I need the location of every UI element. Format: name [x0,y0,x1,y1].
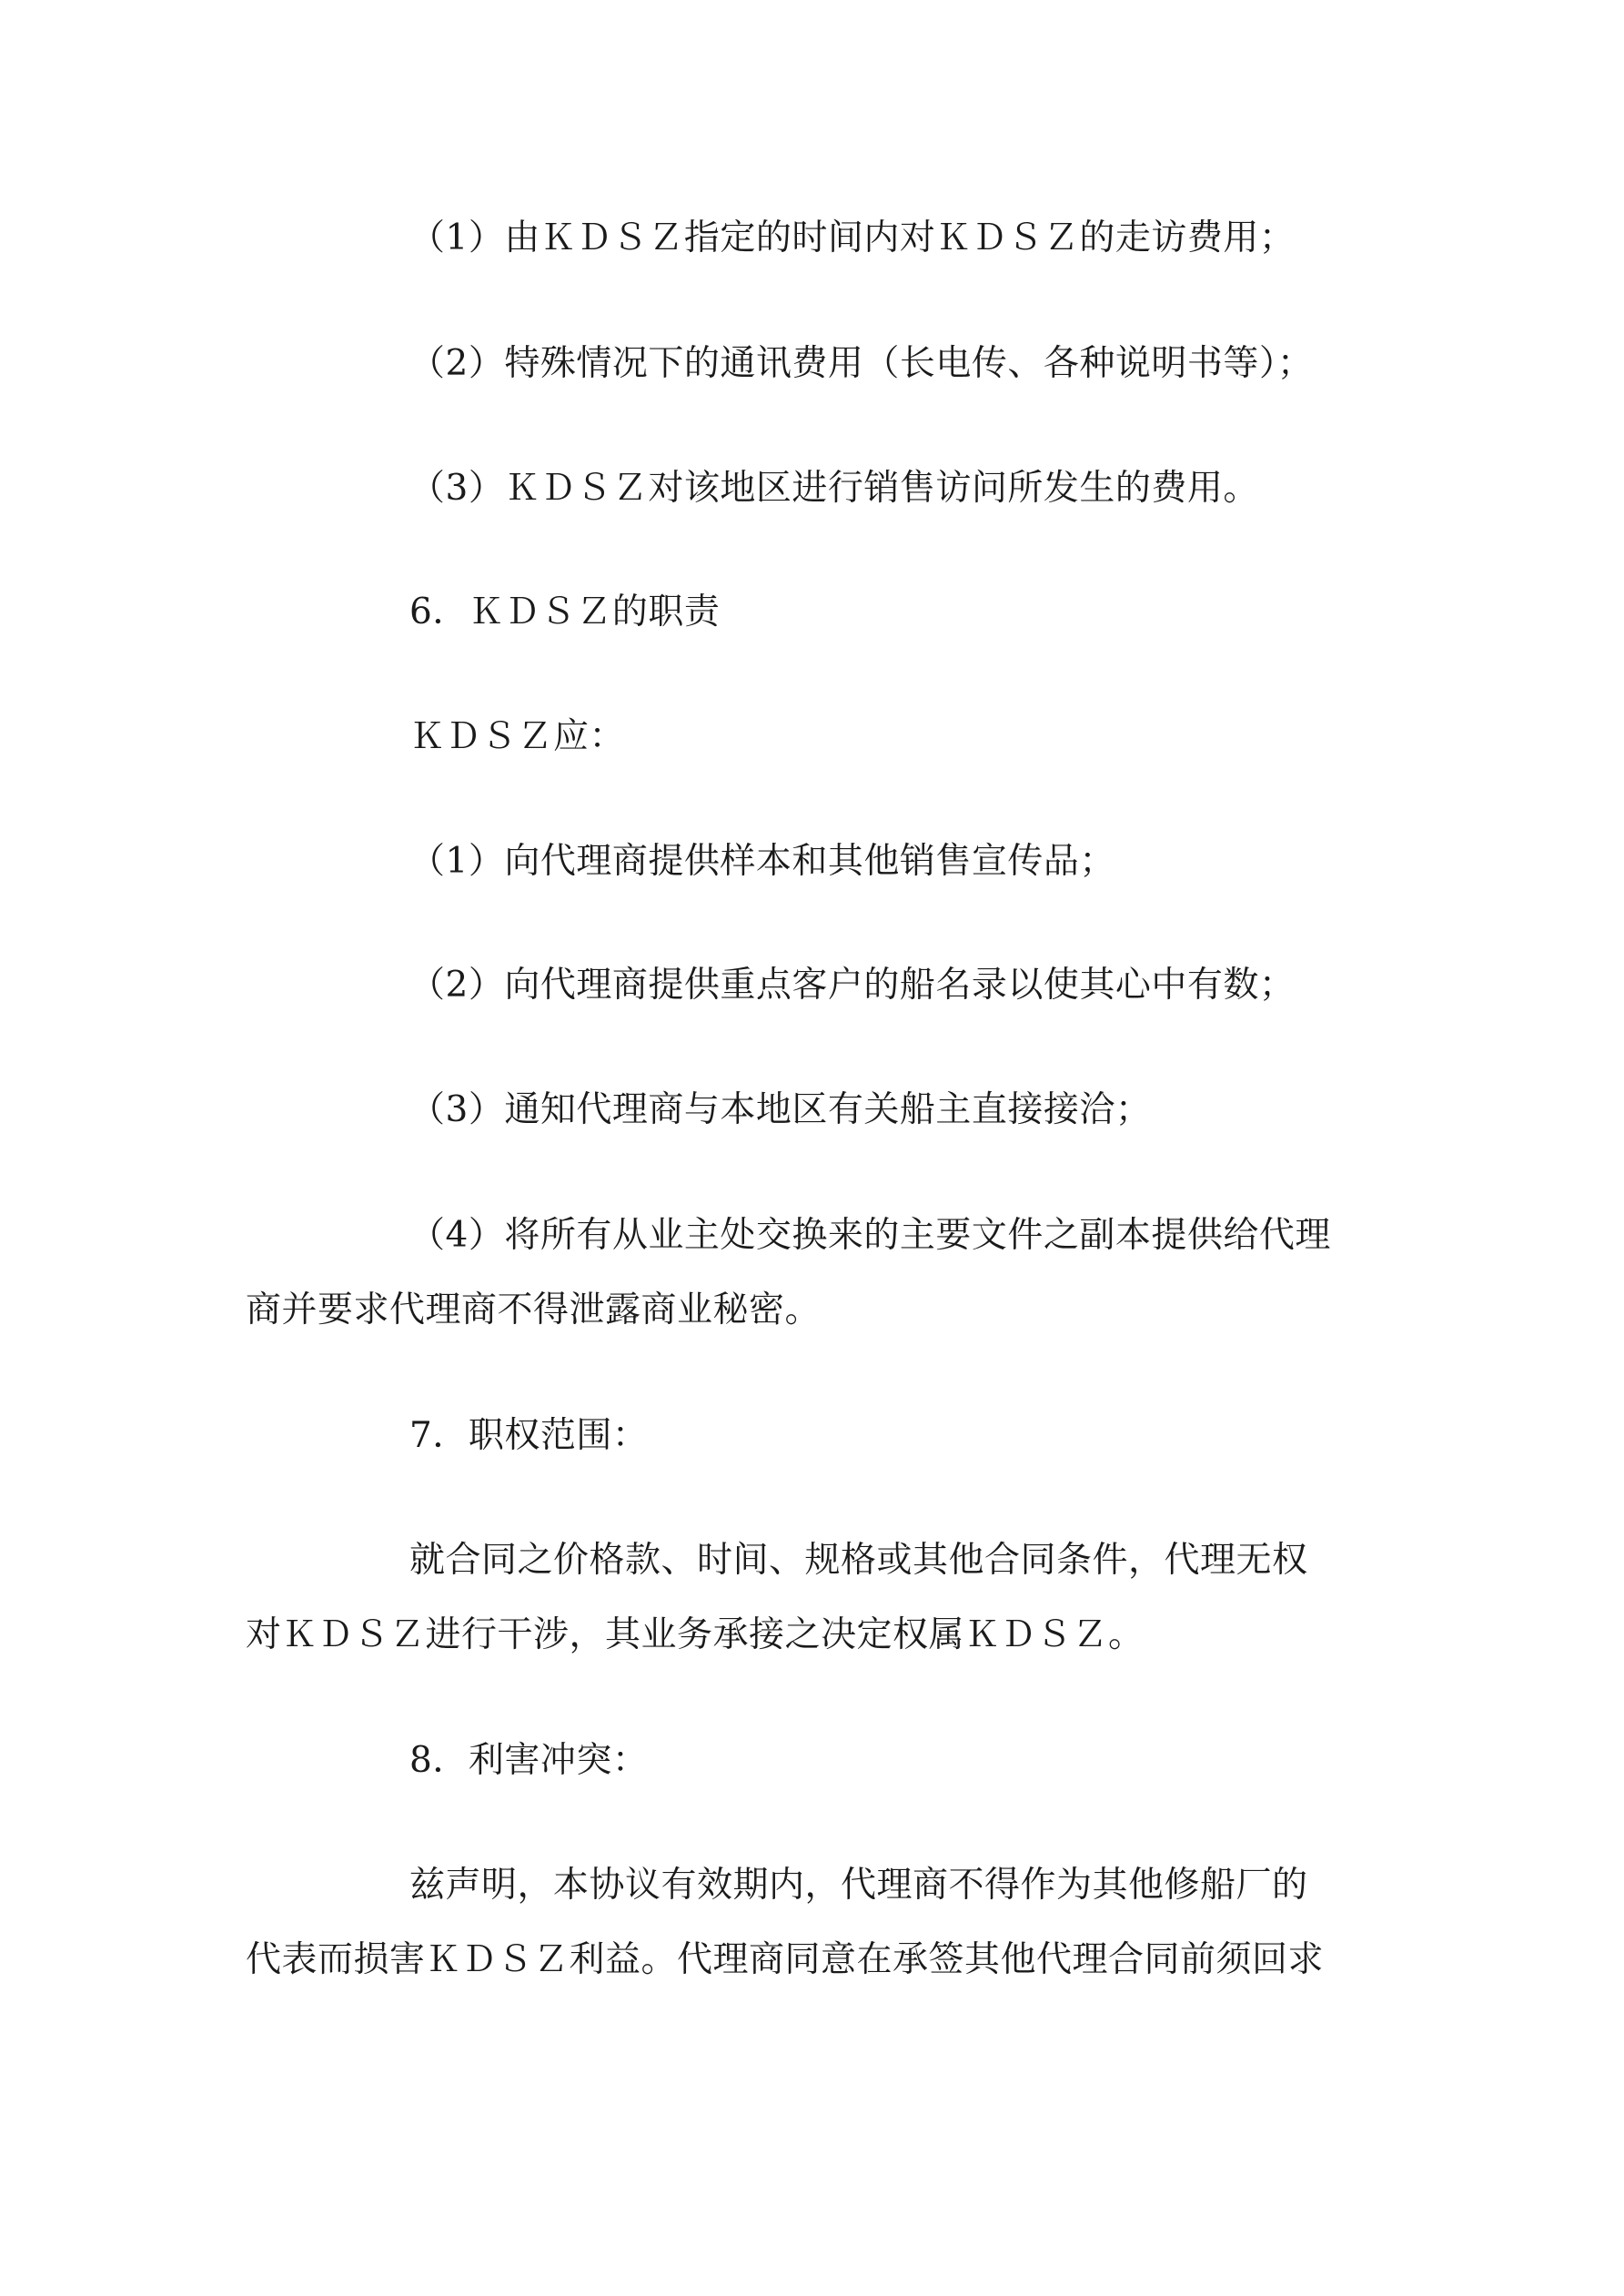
expense-item-1: （1）由ＫＤＳＺ指定的时间内对ＫＤＳＺ的走访费用； [409,217,1296,258]
section-7-body-line-1: 就合同之价格款、时间、规格或其他合同条件，代理无权 [409,1540,1308,1581]
duty-item-4-line-2: 商并要求代理商不得泄露商业秘密。 [246,1290,822,1330]
section-6-heading: 6．ＫＤＳＺ的职责 [409,592,721,632]
duty-item-4-line-1: （4）将所有从业主处交换来的主要文件之副本提供给代理 [409,1215,1331,1256]
duty-item-3: （3）通知代理商与本地区有关船主直接接洽； [409,1089,1152,1130]
duty-item-2: （2）向代理商提供重点客户的船名录以使其心中有数； [409,965,1296,1006]
section-8-body-line-1: 兹声明，本协议有效期内，代理商不得作为其他修船厂的 [409,1865,1308,1906]
section-8-body-line-2: 代表而损害ＫＤＳＺ利益。代理商同意在承签其他代理合同前须回求 [246,1939,1325,1980]
section-7-heading: 7．职权范围： [409,1415,649,1456]
section-7-body-line-2: 对ＫＤＳＺ进行干涉，其业务承接之决定权属ＫＤＳＺ。 [246,1614,1145,1655]
expense-item-3: （3）ＫＤＳＺ对该地区进行销售访问所发生的费用。 [409,468,1259,509]
section-6-intro: ＫＤＳＺ应： [409,716,626,757]
section-8-heading: 8．利害冲突： [409,1740,649,1781]
expense-item-2: （2）特殊情况下的通讯费用（长电传、各种说明书等）； [409,343,1314,384]
duty-item-1: （1）向代理商提供样本和其他销售宣传品； [409,841,1115,882]
